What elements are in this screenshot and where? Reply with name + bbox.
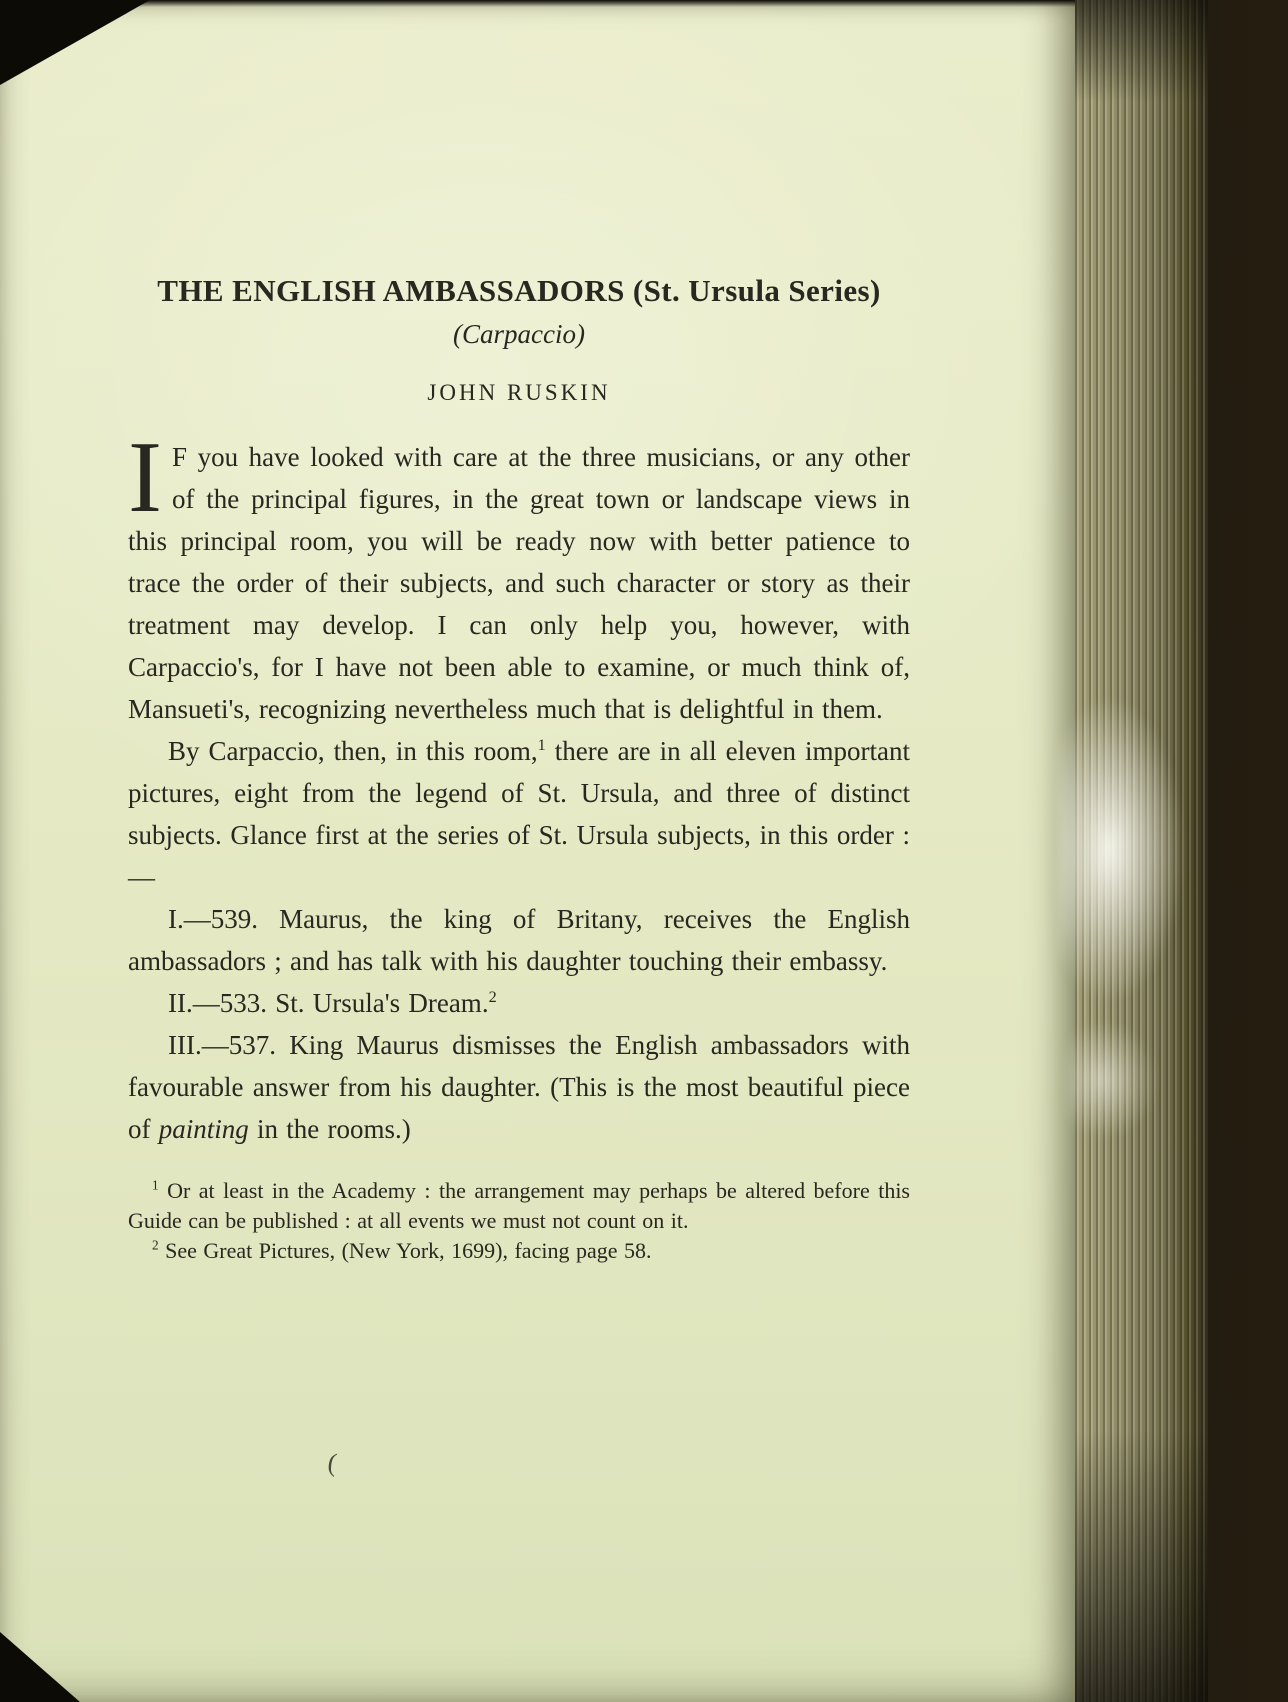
scan-top-shadow — [0, 0, 1075, 7]
drop-cap: I — [128, 421, 162, 534]
footnote-1 — [128, 1176, 910, 1236]
page-subtitle: (Carpaccio) — [453, 319, 585, 349]
footnote-2 — [128, 1236, 910, 1266]
paragraph-1-text: F you have looked with care at the three musicians, or any other of the principal figures, in the great town or landscape views in this principal room, you will be ready now with better patience to trace the order of their subjects, and such character or story as their treatment may develop. I can only help you, however, with Carpaccio's, for I have not been able to examine, or much think of, Mansueti's, recognizing nevertheless much that is delightful in them. — [128, 442, 910, 724]
footnote-2-text: See Great Pictures, (New York, 1699), facing page 58. — [158, 1238, 652, 1263]
footnote-ref-2: 2 — [488, 988, 497, 1006]
author-name: JOHN RUSKIN — [427, 380, 611, 405]
footnote-ref-1: 1 — [537, 736, 546, 754]
paragraph-2-text-post: there are in all eleven important pictures, eight from the legend of St. Ursula, and three of distinct subjects. Glance first at the series of St. Ursula subjects, in this order :— — [128, 736, 911, 892]
fore-edge-highlight-small — [1067, 1020, 1157, 1140]
footnote-1-text: Or at least in the Academy : the arrangement may perhaps be altered before this Guide can be published : at all events we must not count on it. — [128, 1178, 910, 1233]
list-item-1: I.—539. Maurus, the king of Britany, receives the English ambassadors ; and has talk with his daughter touching their embassy. — [128, 904, 910, 976]
list-item-3 — [128, 1024, 910, 1150]
list-item-2-text: II.—533. St. Ursula's Dream. — [168, 988, 489, 1018]
paragraph-2 — [128, 730, 910, 898]
footnotes — [128, 1176, 910, 1266]
list-item-3-text-pre: III.—537. King Maurus dismisses the English ambassadors with favourable answer from his daughter. (This is the most beautiful piece of — [128, 1030, 910, 1144]
stray-pencil-mark: ( — [326, 1447, 339, 1478]
footnote-2-marker: 2 — [152, 1237, 159, 1253]
italic-word: painting — [158, 1114, 249, 1144]
book-fore-edge — [1075, 0, 1208, 1702]
list-item-3-text-post: in the rooms.) — [248, 1114, 411, 1144]
fore-edge-highlight — [1057, 690, 1187, 1010]
body-text — [128, 421, 911, 1150]
paragraph-1 — [128, 421, 910, 730]
paragraph-2-text-pre: By Carpaccio, then, in this room, — [168, 736, 538, 766]
page-text — [128, 273, 910, 1266]
footnote-1-marker: 1 — [152, 1177, 159, 1193]
page-title: THE ENGLISH AMBASSADORS (St. Ursula Series) — [157, 273, 881, 308]
list-item-2 — [128, 982, 910, 1024]
